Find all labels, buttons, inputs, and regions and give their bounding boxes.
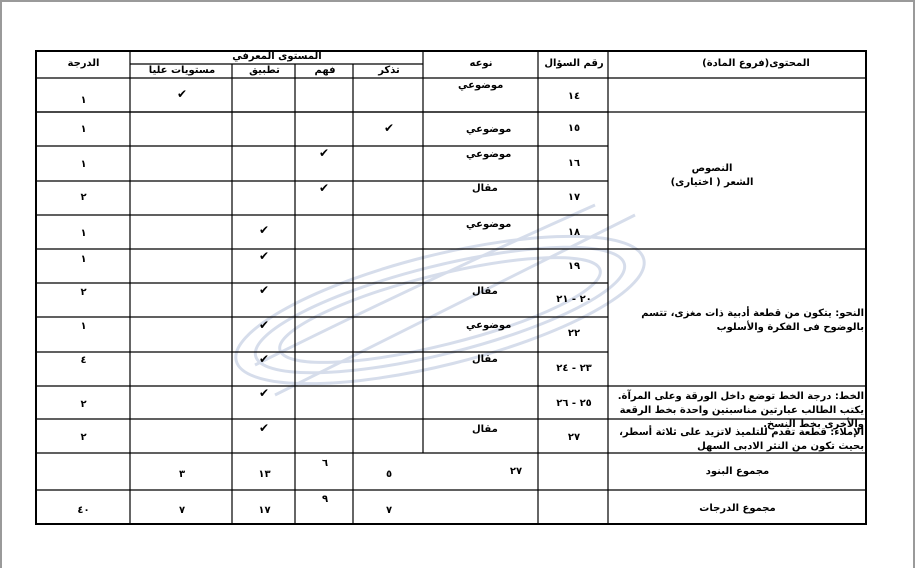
grades-total-label: مجموع الدرجات bbox=[699, 503, 776, 514]
check-mark: ✔ bbox=[383, 121, 395, 135]
question-type: مقال bbox=[472, 354, 498, 365]
question-grade: ٢ bbox=[80, 432, 87, 443]
section-poetry: الشعر ( اختيارى) bbox=[670, 177, 754, 188]
section-texts bbox=[612, 162, 812, 190]
question-number: ٢٧ bbox=[567, 432, 581, 443]
items-total-label: مجموع البنود bbox=[705, 466, 770, 477]
grades-understand: ٩ bbox=[321, 494, 329, 505]
question-grade: ٢ bbox=[80, 192, 87, 203]
question-type: موضوعي bbox=[466, 219, 512, 230]
section-dictation: الإملاء: قطعة تقدم للتلميذ لاتزيد على ثلاثة أسطر، بحيث تكون من النثر الادبى السهل bbox=[619, 427, 864, 452]
header-understand: فهم bbox=[314, 65, 336, 76]
question-type: مقال bbox=[472, 424, 498, 435]
header-cognitive-level: المستوى المعرفي bbox=[232, 51, 322, 62]
question-type: مقال bbox=[472, 183, 498, 194]
items-total: ٢٧ bbox=[509, 466, 523, 477]
question-number: ١٧ bbox=[567, 192, 581, 203]
question-number: ٢٠ - ٢١ bbox=[556, 294, 592, 305]
check-mark: ✔ bbox=[258, 318, 270, 332]
items-higher: ٣ bbox=[178, 469, 186, 480]
header-grade: الدرجة bbox=[67, 58, 100, 69]
section-texts-title: النصوص bbox=[691, 163, 733, 174]
question-number: ١٥ bbox=[567, 123, 581, 134]
question-grade: ٤ bbox=[80, 355, 87, 366]
question-grade: ٢ bbox=[80, 399, 87, 410]
check-mark: ✔ bbox=[258, 352, 270, 366]
question-number: ١٦ bbox=[567, 158, 581, 169]
check-mark: ✔ bbox=[318, 181, 330, 195]
question-number: ٢٢ bbox=[567, 328, 581, 339]
items-remember: ٥ bbox=[385, 469, 393, 480]
question-grade: ١ bbox=[80, 95, 87, 106]
header-question-number: رقم السؤال bbox=[544, 58, 604, 69]
check-mark: ✔ bbox=[258, 386, 270, 400]
question-type: موضوعي bbox=[458, 80, 504, 91]
question-number: ٢٥ - ٢٦ bbox=[556, 398, 592, 409]
question-grade: ١ bbox=[80, 228, 87, 239]
header-type: نوعه bbox=[469, 58, 493, 69]
check-mark: ✔ bbox=[258, 283, 270, 297]
section-handwriting: الخط: درجة الخط توضع داخل الورقة وعلى المرآة. يكتب الطالب عبارتين مناسبتين واحدة بخط الرقعة والأخرى بخط النسخ. bbox=[617, 391, 864, 430]
header-remember: تذكر bbox=[378, 65, 400, 76]
question-grade: ١ bbox=[80, 254, 87, 265]
check-mark: ✔ bbox=[258, 223, 270, 237]
check-mark: ✔ bbox=[258, 249, 270, 263]
question-grade: ١ bbox=[80, 124, 87, 135]
question-grade: ٢ bbox=[80, 287, 87, 298]
check-mark: ✔ bbox=[176, 87, 188, 101]
question-type: مقال bbox=[472, 286, 498, 297]
check-mark: ✔ bbox=[258, 421, 270, 435]
question-number: ١٤ bbox=[567, 91, 581, 102]
section-grammar: النحو: يتكون من قطعة أدبية ذات مغزى، تتسم بالوضوح فى الفكرة والأسلوب bbox=[641, 308, 864, 333]
question-grade: ١ bbox=[80, 159, 87, 170]
grades-higher: ٧ bbox=[178, 505, 186, 516]
window-top-edge bbox=[0, 0, 915, 2]
window-left-edge bbox=[0, 0, 2, 568]
grades-apply: ١٧ bbox=[258, 505, 271, 516]
grades-total: ٤٠ bbox=[77, 505, 90, 516]
question-type: موضوعي bbox=[466, 124, 512, 135]
question-type: موضوعي bbox=[466, 320, 512, 331]
check-mark: ✔ bbox=[318, 146, 330, 160]
items-understand: ٦ bbox=[321, 458, 329, 469]
header-content: المحتوى(فروع المادة) bbox=[702, 58, 810, 69]
grades-remember: ٧ bbox=[385, 505, 393, 516]
question-number: ١٩ bbox=[567, 261, 581, 272]
header-apply: تطبيق bbox=[249, 65, 280, 76]
question-number: ١٨ bbox=[567, 227, 581, 238]
items-apply: ١٣ bbox=[258, 469, 271, 480]
question-grade: ١ bbox=[80, 321, 87, 332]
question-number: ٢٣ - ٢٤ bbox=[556, 363, 592, 374]
question-type: موضوعي bbox=[466, 149, 512, 160]
header-higher-levels: مستويات عليا bbox=[148, 65, 216, 76]
